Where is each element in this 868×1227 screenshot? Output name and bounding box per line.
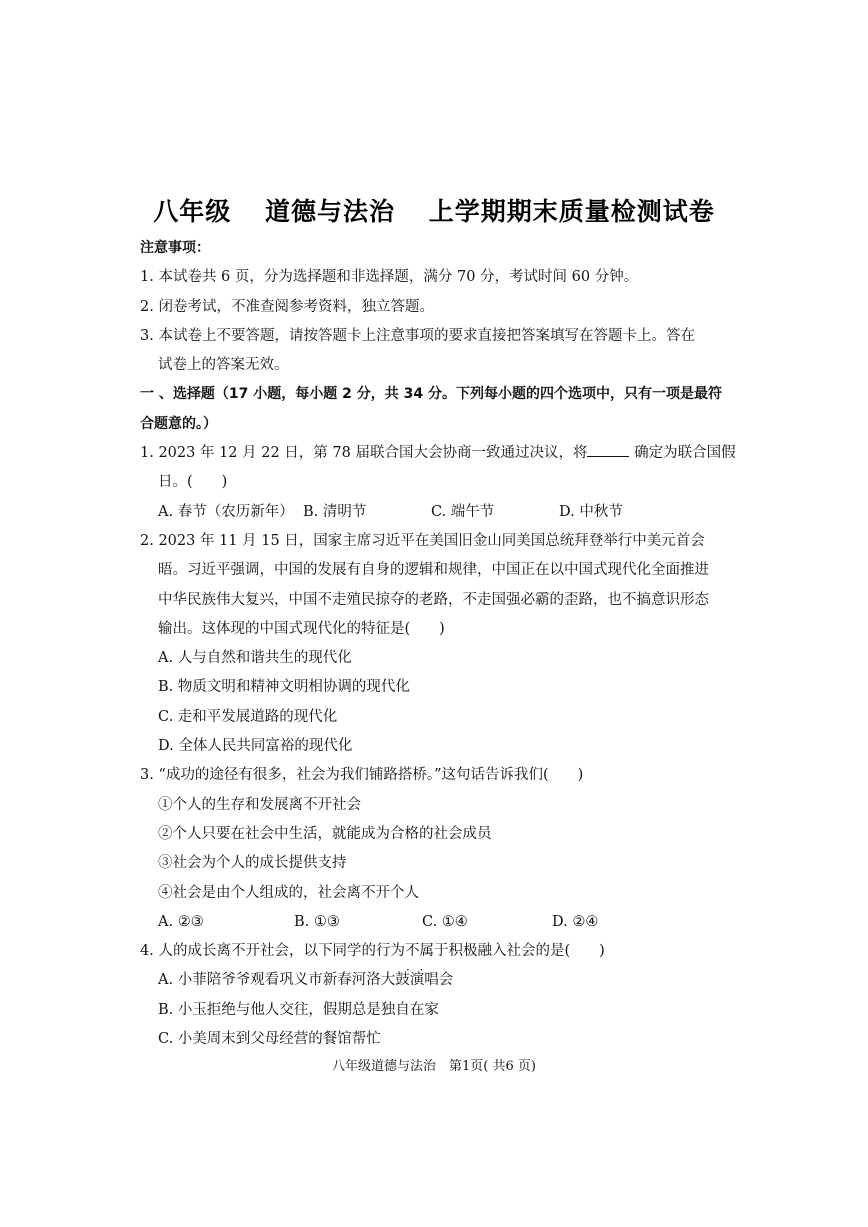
option-a: A. 春节（农历新年） (158, 503, 294, 520)
statement-2: ②个人只要在社会中生活，就能成为合格的社会成员 (158, 825, 492, 842)
question-1-stem (140, 439, 736, 468)
question-4-text-a: 4. 人的成长离不开社会，以下同学的行为 (140, 943, 405, 960)
option-c: C. 走和平发展道路的现代化 (158, 708, 338, 725)
option-a: A. 人与自然和谐共生的现代化 (158, 650, 352, 667)
option-d: D. 全体人民共同富裕的现代化 (158, 738, 353, 755)
exam-content (140, 234, 736, 1054)
question-1-options (140, 498, 730, 527)
section-heading-continued: 合题意的。） (140, 415, 217, 432)
option-c: C. 小美周末到父母经营的餐馆帮忙 (158, 1031, 381, 1048)
question-4-text-b: 积极融入社会的是( ) (448, 943, 605, 960)
question-2-stem-continued: 晤。习近平强调，中国的发展有自身的逻辑和规律，中国正在以中国式现代化全面推进 (158, 562, 709, 579)
option-c: C. ①④ (422, 913, 468, 930)
notice-item-continued: 试卷上的答案无效。 (158, 357, 289, 374)
statement-1: ①个人的生存和发展离不开社会 (158, 796, 361, 813)
title-subject: 道德与法治 (264, 197, 395, 226)
page-title (0, 192, 868, 228)
question-2-stem-continued: 中华民族伟大复兴，中国不走殖民掠夺的老路，不走国强必霸的歪路，也不搞意识形态 (158, 591, 709, 608)
title-exam: 上学期期末质量检测试卷 (428, 197, 715, 226)
section-heading: 一 、选择题（17 小题，每小题 2 分，共 34 分。下列每小题的四个选项中，只有一项是最符 (140, 386, 722, 403)
notice-item: 1. 本试卷共 6 页，分为选择题和非选择题，满分 70 分，考试时间 60 分钟。 (140, 269, 639, 286)
question-1-stem-continued: 日。( ) (158, 474, 228, 491)
question-4-stem (140, 937, 730, 966)
option-c: C. 端午节 (431, 503, 495, 520)
question-2-stem-continued: 输出。这体现的中国式现代化的特征是( ) (158, 620, 445, 637)
question-1-text-b: 确定为联合国假 (629, 445, 736, 462)
page-footer: 八年级道德与法治 第1页( 共6 页) (332, 1059, 536, 1074)
statement-4: ④社会是由个人组成的，社会离不开个人 (158, 884, 419, 901)
notice-item: 2. 闭卷考试，不准查阅参考资料，独立答题。 (140, 298, 434, 315)
option-a: A. ②③ (158, 913, 204, 930)
emphasis-text: 不属于 · · (405, 943, 449, 959)
option-b: B. 物质文明和精神文明相协调的现代化 (158, 679, 410, 696)
title-grade: 八年级 (153, 197, 232, 226)
notice-item: 3. 本试卷上不要答题，请按答题卡上注意事项的要求直接把答案填写在答题卡上。答在 (140, 327, 695, 344)
question-1-text-a: 1. 2023 年 12 月 22 日，第 78 届联合国大会协商一致通过决议，将 (140, 445, 588, 462)
option-d: D. ②④ (552, 913, 599, 930)
statement-3: ③社会为个人的成长提供支持 (158, 855, 347, 872)
option-d: D. 中秋节 (559, 503, 623, 520)
notice-heading: 注意事项： (140, 240, 210, 256)
option-a: A. 小菲陪爷爷观看巩义市新春河洛大鼓演唱会 (158, 972, 454, 989)
question-3-options (140, 908, 730, 937)
option-b: B. 清明节 (303, 503, 367, 520)
answer-blank (587, 442, 629, 457)
question-3-stem: 3. “成功的途径有很多，社会为我们铺路搭桥。”这句话告诉我们( ) (140, 767, 584, 784)
option-b: B. ①③ (294, 913, 340, 930)
question-2-stem: 2. 2023 年 11 月 15 日，国家主席习近平在美国旧金山同美国总统拜登举行中美元首会 (140, 532, 705, 549)
option-b: B. 小玉拒绝与他人交往，假期总是独自在家 (158, 1001, 439, 1018)
